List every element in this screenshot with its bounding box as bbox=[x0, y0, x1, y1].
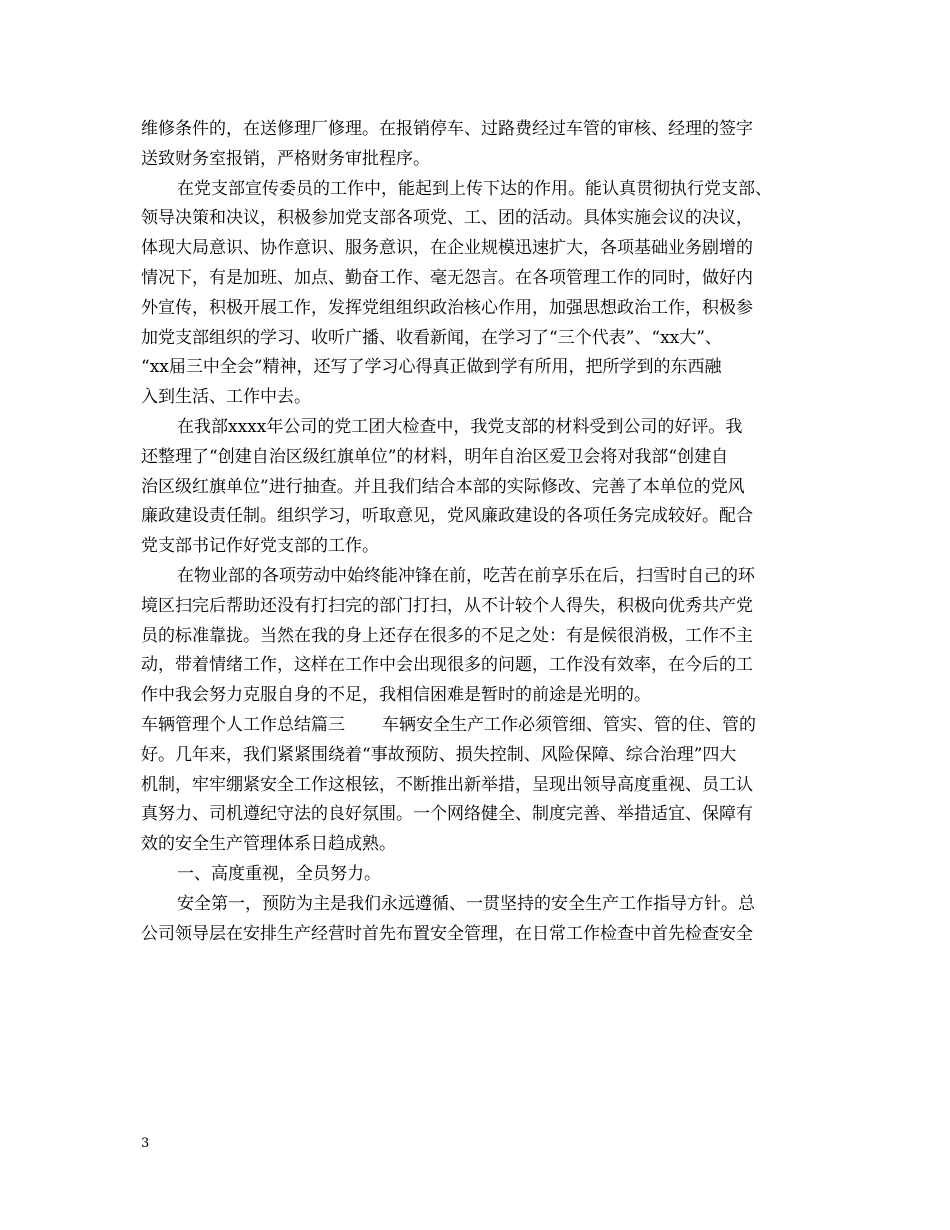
text-line: 维修条件的，在送修理厂修理。在报销停车、过路费经过车管的审核、经理的签字 bbox=[141, 119, 753, 139]
text-line: 真努力、司机遵纪守法的良好氛围。一个网络健全、制度完善、举措适宜、保障有 bbox=[141, 804, 753, 825]
text-line: 送致财务室报销，严格财务审批程序。 bbox=[141, 148, 430, 169]
text-line: 公司领导层在安排生产经营时首先布置安全管理，在日常工作检查中首先检查安全 bbox=[141, 923, 753, 944]
text-line: 作中我会努力克服自身的不足，我相信困难是暂时的前途是光明的。 bbox=[141, 685, 651, 706]
text-line: 员的标准靠拢。当然在我的身上还存在很多的不足之处：有是候很消极，工作不主 bbox=[141, 625, 753, 646]
section-first-line: 车辆安全生产工作必须管细、管实、管的住、管的 bbox=[382, 714, 756, 735]
text-line: 廉政建设责任制。组织学习，听取意见，党风廉政建设的各项任务完成较好。配合 bbox=[141, 506, 753, 527]
paragraph-start-line: 在物业部的各项劳动中始终能冲锋在前，吃苦在前享乐在后，扫雪时自己的环 bbox=[177, 565, 755, 586]
text-line: 治区级红旗单位”进行抽查。并且我们结合本部的实际修改、完善了本单位的党风 bbox=[141, 476, 745, 497]
text-line: 机制，牢牢绷紧安全工作这根铉，不断推出新举措，呈现出领导高度重视、员工认 bbox=[141, 774, 753, 795]
section-heading-line bbox=[141, 711, 814, 741]
paragraph-start-line: 安全第一，预防为主是我们永远遵循、一贯坚持的安全生产工作指导方针。总 bbox=[177, 893, 755, 914]
text-line: 领导决策和决议，积极参加党支部各项党、工、团的活动。具体实施会议的决议， bbox=[141, 208, 753, 229]
text-line: 体现大局意识、协作意识、服务意识，在企业规模迅速扩大，各项基础业务剧增的 bbox=[141, 238, 753, 259]
text-line: 还整理了“创建自治区级红旗单位”的材料，明年自治区爱卫会将对我部“创建自 bbox=[141, 446, 729, 467]
text-line: 情况下，有是加班、加点、勤奋工作、毫无怨言。在各项管理工作的同时，做好内 bbox=[141, 267, 753, 288]
text-line: 外宣传，积极开展工作，发挥党组组织政治核心作用，加强思想政治工作，积极参 bbox=[141, 297, 753, 318]
document-body bbox=[141, 115, 814, 949]
paragraph-start-line: 在党支部宣传委员的工作中，能起到上传下达的作用。能认真贯彻执行党支部、 bbox=[177, 178, 772, 199]
page-number: 3 bbox=[141, 1136, 150, 1151]
section-title: 车辆管理个人工作总结篇三 bbox=[141, 714, 345, 735]
text-line: 好。几年来，我们紧紧围绕着“事故预防、损失控制、风险保障、综合治理”四大 bbox=[141, 744, 737, 765]
text-line: 加党支部组织的学习、收听广播、收看新闻，在学习了“三个代表”、“xx大”、 bbox=[141, 327, 722, 348]
text-line: 效的安全生产管理体系日趋成熟。 bbox=[141, 834, 396, 855]
subheading-line: 一、高度重视，全员努力。 bbox=[177, 863, 381, 884]
text-line: 动，带着情绪工作，这样在工作中会出现很多的问题，工作没有效率，在今后的工 bbox=[141, 655, 753, 676]
text-line: 入到生活、工作中去。 bbox=[141, 387, 311, 408]
text-line: 境区扫完后帮助还没有打扫完的部门打扫，从不计较个人得失，积极向优秀共产党 bbox=[141, 595, 753, 616]
text-line: “xx届三中全会”精神，还写了学习心得真正做到学有所用，把所学到的东西融 bbox=[141, 357, 722, 378]
text-line: 党支部书记作好党支部的工作。 bbox=[141, 536, 379, 557]
paragraph-start-line: 在我部xxxx年公司的党工团大检查中，我党支部的材料受到公司的好评。我 bbox=[177, 416, 743, 437]
